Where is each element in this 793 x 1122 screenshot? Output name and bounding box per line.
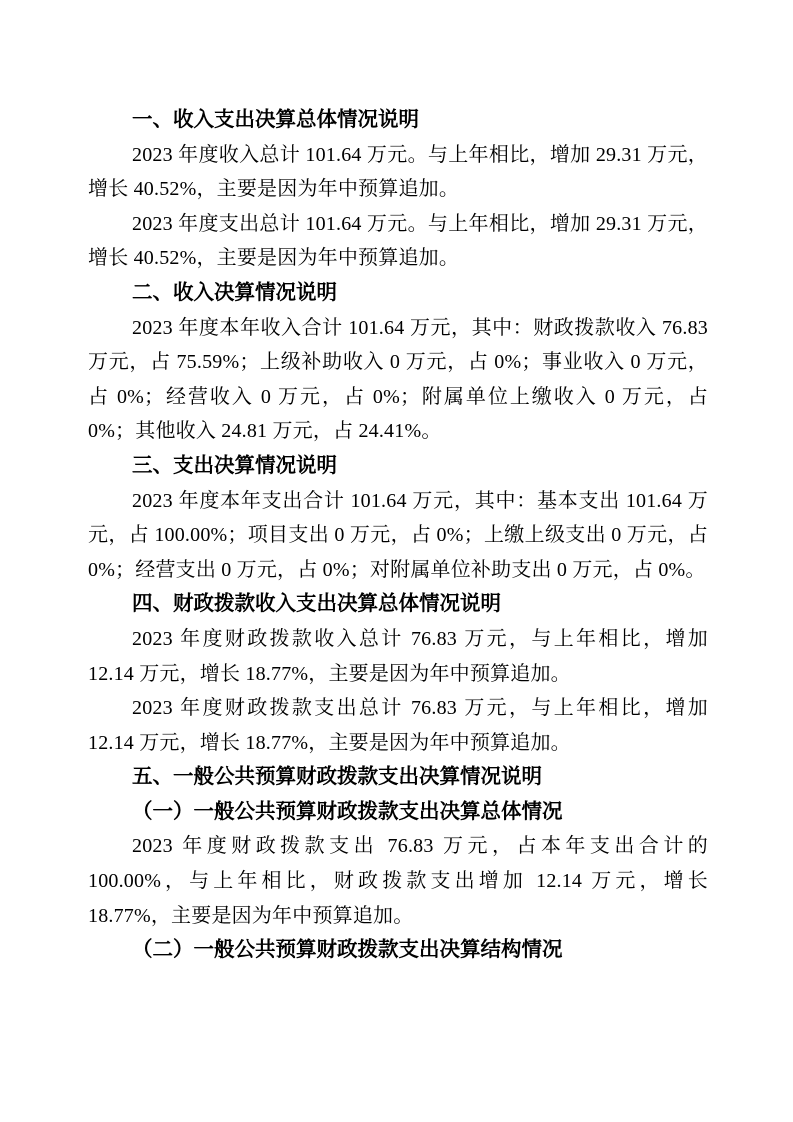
paragraph-income-total: 2023 年度收入总计 101.64 万元。与上年相比，增加 29.31 万元，增长 40.52%，主要是因为年中预算追加。 [88,143,708,201]
paragraph-expenditure-total: 2023 年度支出总计 101.64 万元。与上年相比，增加 29.31 万元，增长 40.52%，主要是因为年中预算追加。 [88,212,708,270]
paragraph-fiscal-income-total: 2023 年度财政拨款收入总计 76.83 万元，与上年相比，增加 12.14 万元，增长 18.77%，主要是因为年中预算追加。 [88,627,708,685]
section-heading-general-public-budget: 五、一般公共预算财政拨款支出决算情况说明 [132,765,542,789]
document-content [88,103,708,968]
section-heading-income-expenditure-overview: 一、收入支出决算总体情况说明 [132,108,419,131]
paragraph-general-budget-expenditure: 2023 年度财政拨款支出 76.83 万元，占本年支出合计的 100.00%，与上年相比，财政拨款支出增加 12.14 万元，增长 18.77%，主要是因为年中预算追加。 [88,835,708,927]
section-heading-fiscal-appropriation-overview: 四、财政拨款收入支出决算总体情况说明 [132,592,501,616]
subsection-heading-overall-situation: （一）一般公共预算财政拨款支出决算总体情况 [132,799,563,823]
section-heading-income-details: 二、收入决算情况说明 [132,280,337,304]
paragraph-expenditure-breakdown: 2023 年度本年支出合计 101.64 万元，其中：基本支出 101.64 万元，占 100.00%；项目支出 0 万元，占 0%；上缴上级支出 0 万元，占 0%；经营支出 0 万元，占 0%；对附属单位补助支出 0 万元，占 0%。 [88,489,708,581]
subsection-heading-structure-situation: （二）一般公共预算财政拨款支出决算结构情况 [132,938,563,962]
paragraph-fiscal-expenditure-total: 2023 年度财政拨款支出总计 76.83 万元，与上年相比，增加 12.14 万元，增长 18.77%，主要是因为年中预算追加。 [88,697,708,754]
paragraph-income-breakdown: 2023 年度本年收入合计 101.64 万元，其中：财政拨款收入 76.83 万元，占 75.59%；上级补助收入 0 万元，占 0%；事业收入 0 万元，占 0%；经营收入 0 万元，占 0%；附属单位上缴收入 0 万元，占 0%；其他收入 24.81 万元，占 24.41%。 [88,316,708,443]
section-heading-expenditure-details: 三、支出决算情况说明 [132,453,337,477]
